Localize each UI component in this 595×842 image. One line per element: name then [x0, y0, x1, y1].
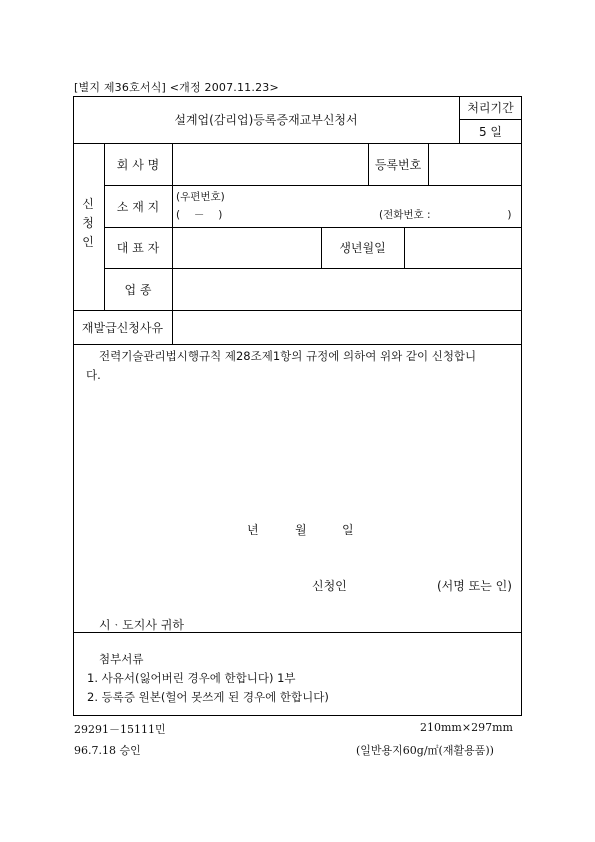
business-type-field[interactable]: [173, 269, 521, 309]
business-type-label: 업 종: [124, 282, 152, 297]
date-year-label: 년: [247, 523, 259, 537]
processing-period-label: 처리기간: [467, 101, 514, 115]
attachments-title: 첨부서류: [99, 652, 144, 666]
paper-size: 210mm×297mm: [420, 721, 513, 734]
form-code: 29291－15111민: [74, 723, 166, 736]
reissue-reason-field[interactable]: [173, 311, 521, 343]
paper-type: (일반용지60g/㎡(재활용품)): [356, 744, 494, 757]
attachment-item-1: 1. 사유서(잃어버린 경우에 한합니다) 1부: [87, 671, 296, 685]
form-number-note: [별지 제36호서식] <개정 2007.11.23>: [74, 81, 279, 94]
applicant-section-label: [82, 195, 94, 252]
postal-code-label: (우편번호): [176, 191, 225, 203]
form-title: 설계업(감리업)등록증재교부신청서: [174, 113, 358, 127]
applicant-label-char-3: 인: [82, 235, 94, 249]
phone-number-field[interactable]: (전화번호 : ): [379, 209, 512, 221]
approval-date: 96.7.18 승인: [74, 744, 141, 757]
registration-number-label: 등록번호: [374, 157, 422, 172]
representative-field[interactable]: [173, 228, 320, 267]
representative-label: 대 표 자: [116, 241, 160, 255]
statement-line-2: 다.: [86, 368, 101, 382]
reissue-reason-label: 재발급신청사유: [81, 320, 164, 335]
applicant-label-char-1: 신: [82, 197, 94, 211]
date-day-label: 일: [342, 523, 354, 537]
postal-code-field[interactable]: ( － ): [176, 209, 223, 221]
registration-number-field[interactable]: [429, 144, 521, 184]
birthdate-label: 생년월일: [339, 241, 386, 255]
statement-line-1: 전력기술관리법시행규칙 제28조제1항의 규정에 의하여 위와 같이 신청합니: [99, 349, 477, 363]
applicant-label-char-2: 청: [82, 216, 94, 230]
birthdate-field[interactable]: [405, 228, 521, 267]
signature-seal-field[interactable]: (서명 또는 인): [437, 579, 512, 593]
addressee: 시ᆞ도지사 귀하: [99, 618, 184, 632]
company-name-label: 회 사 명: [116, 157, 160, 172]
applicant-signature-label: 신청인: [312, 579, 347, 593]
date-month-label: 월: [295, 523, 307, 537]
address-label: 소 재 지: [116, 199, 160, 214]
attachment-item-2: 2. 등록증 원본(헐어 못쓰게 된 경우에 한합니다): [87, 690, 329, 704]
divider-reason-end: [73, 344, 522, 345]
processing-period-value: 5 일: [478, 124, 503, 139]
company-name-field[interactable]: [173, 144, 367, 184]
